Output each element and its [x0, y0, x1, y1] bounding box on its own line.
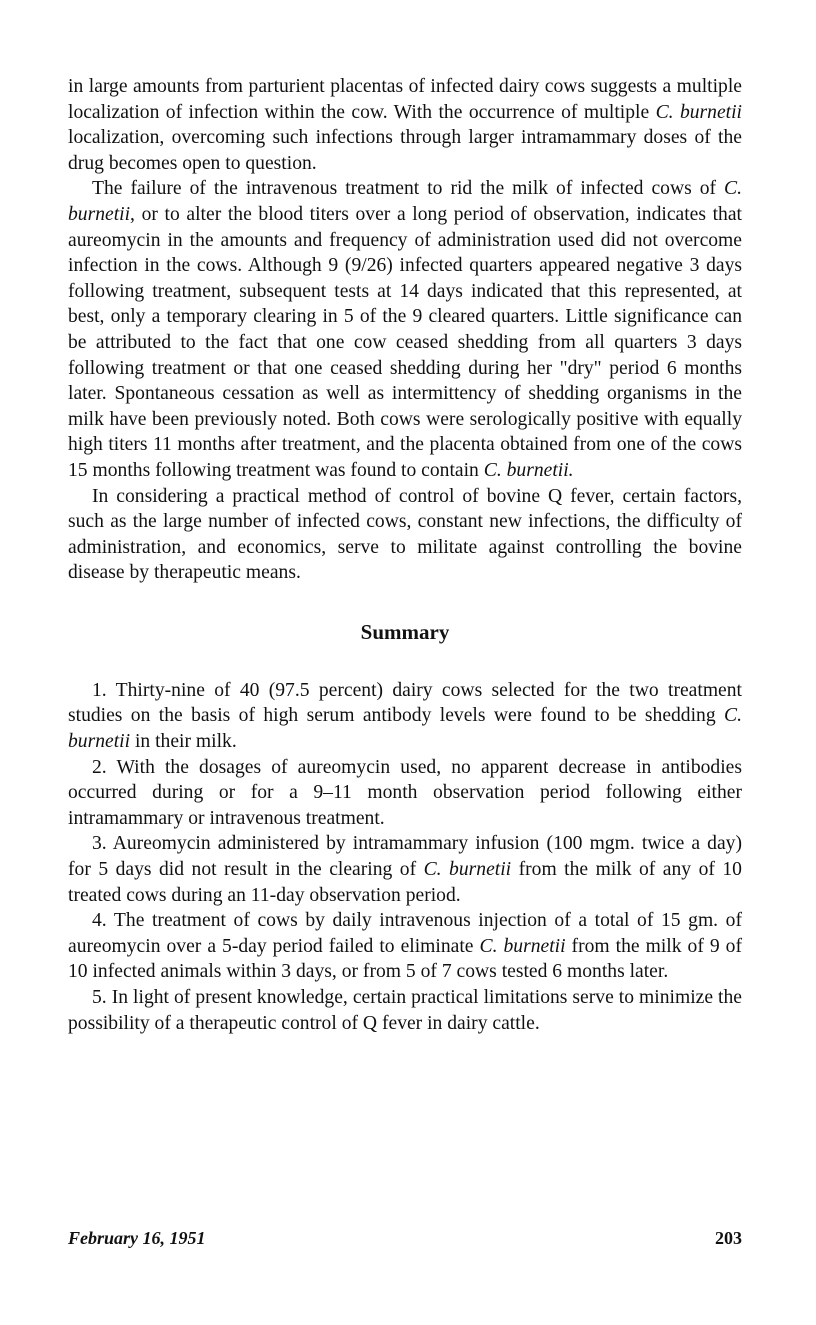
page-number: 203: [715, 1228, 742, 1248]
section-heading-summary: Summary: [360, 619, 450, 644]
summary-item-3: 3. Aureomycin administered by intramammary infusion (100 mgm. twice a day) for 5 days did not result in the clearing of C. burnetii from the milk of any of 10 treated cows during an 11-day observation period.: [68, 833, 742, 906]
issue-date: February 16, 1951: [68, 1228, 206, 1248]
species-name: C. burnetii: [68, 705, 742, 753]
species-name: C. burnetii.: [483, 459, 574, 481]
paragraph-continued: in large amounts from parturient placentas of infected dairy cows suggests a multiple localization of infection within the cow. With the occurrence of multiple C. burnetii localization, overcoming such infections through larger intramammary doses of the drug becomes open to question.: [68, 76, 742, 174]
summary-item-4: 4. The treatment of cows by daily intravenous injection of a total of 15 gm. of aureomycin over a 5-day period failed to eliminate C. burnetii from the milk of 9 of 10 infected animals within 3 days, or from 5 of 7 cows tested 6 months later.: [68, 910, 742, 983]
summary-item-1: 1. Thirty-nine of 40 (97.5 percent) dairy cows selected for the two treatment studies on the basis of high serum antibody levels were found to be shedding C. burnetii in their milk.: [68, 679, 742, 753]
species-name: C. burnetii: [655, 101, 742, 123]
summary-item-2: 2. With the dosages of aureomycin used, no apparent decrease in antibodies occurred during or for a 9–11 month observation period following either intramammary or intravenous treatment.: [68, 756, 742, 829]
summary-list: [68, 678, 742, 1036]
paragraph-practical-control: In considering a practical method of control of bovine Q fever, certain factors, such as the large number of infected cows, constant new infections, the difficulty of administration, and economics, serve to militate against controlling the bovine disease by therapeutic means.: [68, 485, 742, 584]
species-name: C. burnetii: [68, 178, 742, 225]
species-name: C. burnetii: [423, 859, 512, 881]
article-body: [68, 74, 742, 1036]
paragraph-intravenous-failure: The failure of the intravenous treatment to rid the milk of infected cows of C. burnetii, or to alter the blood titers over a long period of observation, indicates that aureomycin in the amounts and frequency of administration used did not overcome infection in the cows. Although 9 (9/26) infected quarters appeared negative 3 days following treatment, subsequent tests at 14 days indicated that this represented, at best, only a temporary clearing in 5 of the 9 cleared quarters. Little significance can be attributed to the fact that one cow ceased shedding from all quarters 3 days following treatment or that one ceased shedding during her "dry" period 6 months later. Spontaneous cessation as well as intermittency of shedding organisms in the milk have been previously noted. Both cows were serologically positive with equally high titers 11 months after treatment, and the placenta obtained from one of the cows 15 months following treatment was found to contain C. burnetii.: [68, 178, 742, 481]
summary-item-5: 5. In light of present knowledge, certain practical limitations serve to minimize the possibility of a therapeutic control of Q fever in dairy cattle.: [68, 987, 742, 1034]
species-name: C. burnetii: [479, 935, 566, 957]
